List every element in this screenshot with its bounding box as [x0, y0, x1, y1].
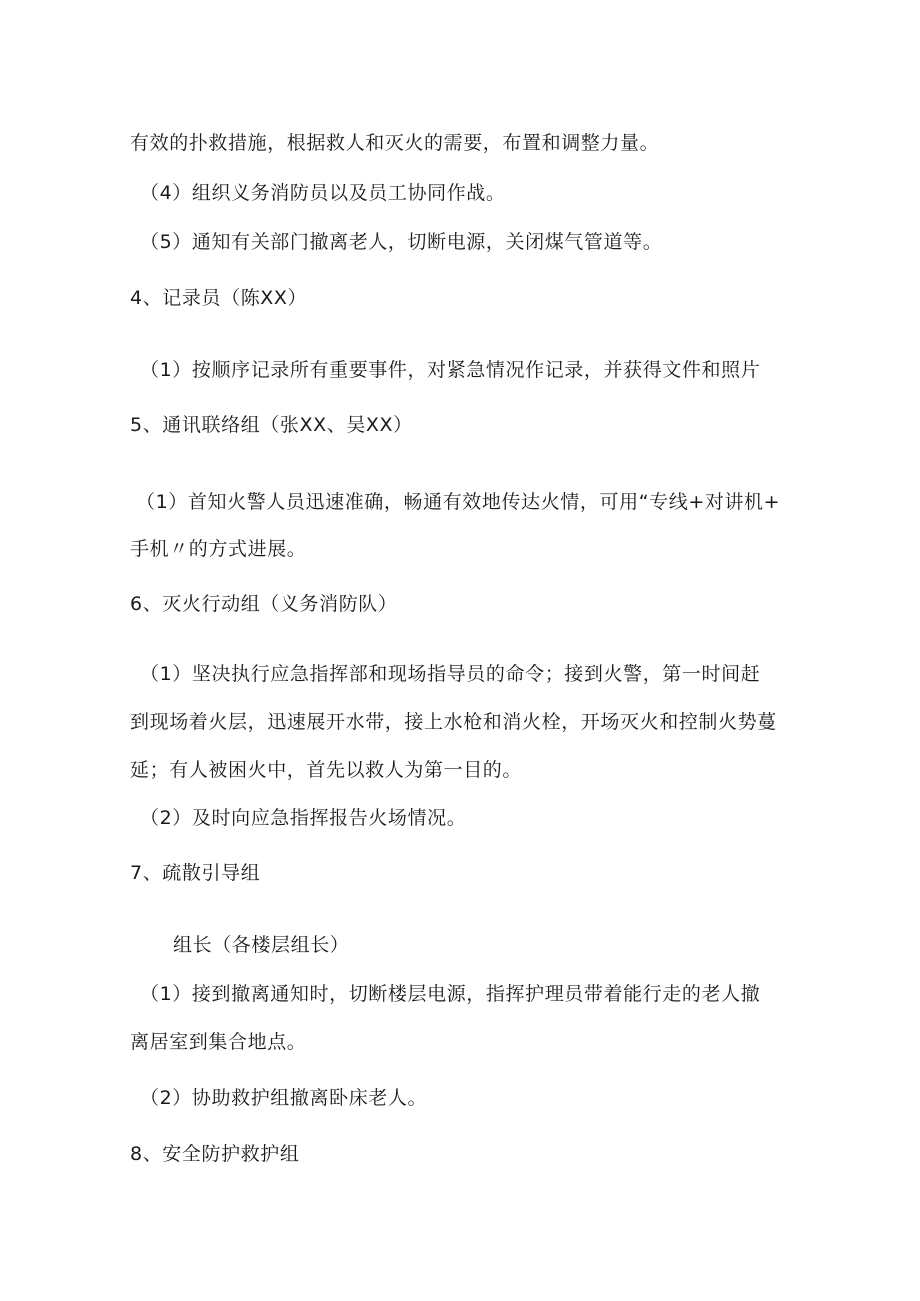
list-item-4: （4）组织义务消防员以及员工协同作战。: [140, 182, 506, 204]
list-item-1: （1）首知火警人员迅速准确，畅通有效地传达火情，可用“专线+对讲机+: [136, 491, 781, 513]
paragraph-line: 延；有人被困火中，首先以救人为第一目的。: [130, 759, 523, 781]
list-item-1: （1）按顺序记录所有重要事件，对紧急情况作记录，并获得文件和照片: [140, 359, 761, 381]
paragraph-line: 有效的扑救措施，根据救人和灭火的需要，布置和调整力量。: [130, 132, 660, 154]
section-heading-8: 8、安全防护救护组: [130, 1143, 300, 1165]
group-leader-line: 组长（各楼层组长）: [173, 934, 350, 956]
section-heading-5: 5、通讯联络组（张XX、吴XX）: [130, 414, 413, 436]
section-heading-4: 4、记录员（陈XX）: [130, 287, 308, 309]
paragraph-line: 到现场着火层，迅速展开水带，接上水枪和消火栓，开场灭火和控制火势蔓: [130, 711, 777, 733]
paragraph-line: 手机〃的方式进展。: [130, 538, 307, 560]
section-heading-6: 6、灭火行动组（义务消防队）: [130, 593, 398, 615]
list-item-1: （1）坚决执行应急指挥部和现场指导员的命令；接到火警，第一时间赶: [140, 663, 761, 685]
section-heading-7: 7、疏散引导组: [130, 862, 261, 884]
list-item-2: （2）协助救护组撤离卧床老人。: [140, 1087, 428, 1109]
list-item-5: （5）通知有关部门撤离老人，切断电源，关闭煤气管道等。: [140, 231, 663, 253]
list-item-2: （2）及时向应急指挥报告火场情况。: [140, 807, 467, 829]
paragraph-line: 离居室到集合地点。: [130, 1031, 307, 1053]
list-item-1: （1）接到撤离通知时，切断楼层电源，指挥护理员带着能行走的老人撤: [140, 983, 761, 1005]
